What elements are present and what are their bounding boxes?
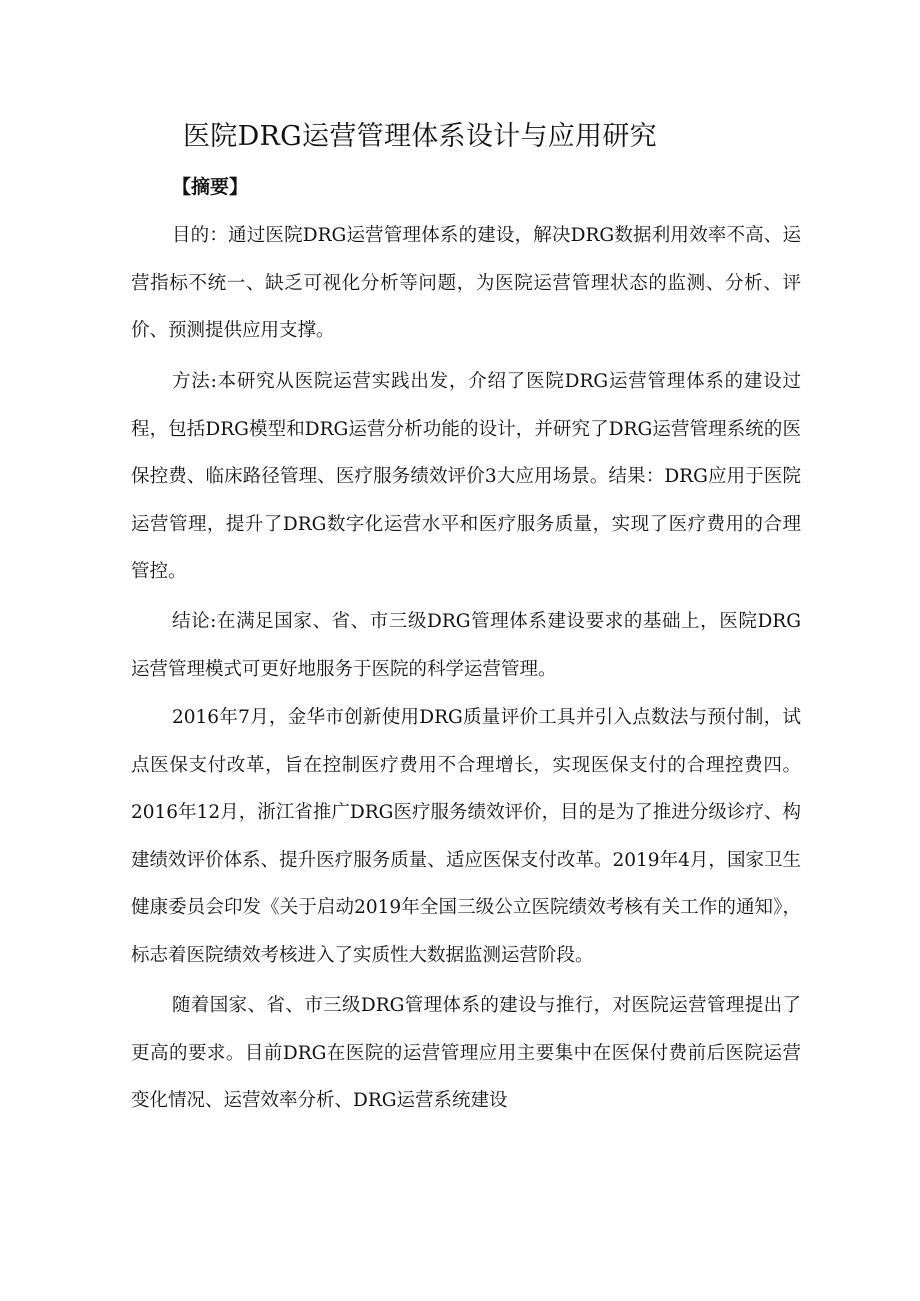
document-title: 医院DRG运营管理体系设计与应用研究 bbox=[183, 121, 657, 152]
paragraph-current-state: 随着国家、省、市三级DRG管理体系的建设与推行，对医院运营管理提出了更高的要求。目前DRG在医院的运营管理应用主要集中在医保付费前后医院运营变化情况、运营效率分析、DRG运营系统建设 bbox=[131, 995, 801, 1111]
paragraph-method-result: 方法:本研究从医院运营实践出发，介绍了医院DRG运营管理体系的建设过程，包括DRG模型和DRG运营分析功能的设计，并研究了DRG运营管理系统的医保控费、临床路径管理、医疗服务绩效评价3大应用场景。结果：DRG应用于医院运营管理，提升了DRG数字化运营水平和医疗服务质量，实现了医疗费用的合理管控。 bbox=[131, 371, 801, 582]
paragraph-background: 2016年7月，金华市创新使用DRG质量评价工具并引入点数法与预付制，试点医保支付改革，旨在控制医疗费用不合理增长，实现医保支付的合理控费四。2016年12月，浙江省推广DRG医疗服务绩效评价，目的是为了推进分级诊疗、构建绩效评价体系、提升医疗服务质量、适应医保支付改革。2019年4月，国家卫生健康委员会印发《关于启动2019年全国三级公立医院绩效考核有关工作的通知》，标志着医院绩效考核进入了实质性大数据监测运营阶段。 bbox=[131, 707, 801, 966]
abstract-heading: 【摘要】 bbox=[172, 176, 249, 198]
paragraph-conclusion: 结论:在满足国家、省、市三级DRG管理体系建设要求的基础上，医院DRG运营管理模式可更好地服务于医院的科学运营管理。 bbox=[131, 611, 801, 680]
paragraph-objective: 目的：通过医院DRG运营管理体系的建设，解决DRG数据利用效率不高、运营指标不统一、缺乏可视化分析等问题，为医院运营管理状态的监测、分析、评价、预测提供应用支撑。 bbox=[131, 225, 801, 341]
